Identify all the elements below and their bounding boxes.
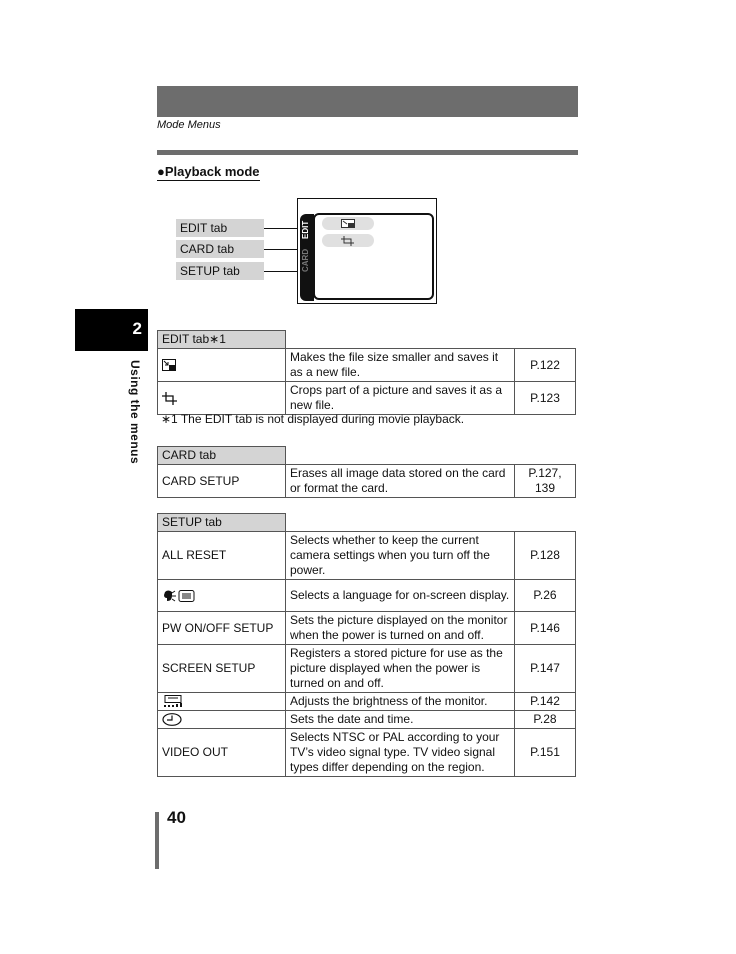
- chapter-tab: [75, 309, 148, 351]
- item-name: ALL RESET: [158, 532, 286, 580]
- table-header-label: EDIT tab∗1: [162, 332, 226, 346]
- crop-icon: [341, 236, 355, 246]
- lcd-tab-edit: EDIT: [301, 220, 310, 240]
- table-row: [158, 729, 576, 777]
- item-icon-cell: [158, 580, 286, 612]
- item-icon-cell: [158, 693, 286, 711]
- setup-tab-table: [157, 513, 576, 777]
- diagram-label-card: CARD tab: [176, 240, 264, 258]
- item-icon-cell: [158, 711, 286, 729]
- lcd-resize-item: [322, 217, 374, 230]
- mode-title: ●Playback mode: [157, 164, 260, 179]
- table-row: [158, 693, 576, 711]
- item-description: Selects whether to keep the current camera settings when you turn off the power.: [286, 532, 515, 580]
- table-row: [158, 580, 576, 612]
- table-header: SETUP tab: [158, 514, 286, 532]
- page-reference: P.127, 139: [515, 465, 576, 498]
- item-description: Sets the date and time.: [286, 711, 515, 729]
- page-number-bar: [155, 812, 159, 869]
- table-row: [158, 532, 576, 580]
- diagram-label-edit: EDIT tab: [176, 219, 264, 237]
- item-description: Makes the file size smaller and saves it as a new file.: [286, 349, 515, 382]
- item-description: Selects a language for on-screen display.: [286, 580, 515, 612]
- table-row: [158, 711, 576, 729]
- lcd-screen: [297, 198, 437, 304]
- page-number: 40: [167, 808, 186, 827]
- clock-icon: [162, 713, 182, 726]
- item-name: VIDEO OUT: [158, 729, 286, 777]
- page-reference: P.26: [515, 580, 576, 612]
- section-label: Mode Menus: [157, 119, 221, 131]
- edit-tab-table: [157, 330, 576, 415]
- header-bar: [157, 86, 578, 117]
- lcd-crop-item: [322, 234, 374, 247]
- item-description: Crops part of a picture and saves it as a new file.: [286, 382, 515, 415]
- item-name: PW ON/OFF SETUP: [158, 612, 286, 645]
- item-description: Erases all image data stored on the card or format the card.: [286, 465, 515, 498]
- item-name: SCREEN SETUP: [158, 645, 286, 693]
- page-reference: P.28: [515, 711, 576, 729]
- table-row: [158, 382, 576, 415]
- table-row: [158, 465, 576, 498]
- chapter-number: 2: [132, 319, 142, 338]
- table-row: [158, 349, 576, 382]
- diagram-label-setup: SETUP tab: [176, 262, 264, 280]
- item-icon-cell: [158, 382, 286, 415]
- page-reference: P.123: [515, 382, 576, 415]
- page-reference: P.142: [515, 693, 576, 711]
- footnote: ∗1 The EDIT tab is not displayed during movie playback.: [161, 412, 465, 426]
- language-icon: [162, 589, 196, 603]
- resize-icon: [162, 359, 176, 371]
- item-name: CARD SETUP: [158, 465, 286, 498]
- page-reference: P.146: [515, 612, 576, 645]
- item-description: Adjusts the brightness of the monitor.: [286, 693, 515, 711]
- page-reference: P.147: [515, 645, 576, 693]
- page-reference: P.122: [515, 349, 576, 382]
- item-description: Registers a stored picture for use as the picture displayed when the power is turned on and off.: [286, 645, 515, 693]
- monitor-brightness-icon: [162, 695, 184, 708]
- table-row: [158, 645, 576, 693]
- item-icon-cell: [158, 349, 286, 382]
- section-rule: [157, 150, 578, 155]
- page-reference: P.128: [515, 532, 576, 580]
- crop-icon: [162, 392, 177, 405]
- table-header: [158, 331, 286, 349]
- table-row: [158, 612, 576, 645]
- item-description: Selects NTSC or PAL according to your TV’s video signal type. TV video signal types differ depending on the region.: [286, 729, 515, 777]
- chapter-title: Using the menus: [128, 360, 142, 465]
- table-header: CARD tab: [158, 447, 286, 465]
- card-tab-table: [157, 446, 576, 498]
- resize-icon: [341, 219, 355, 228]
- page-reference: P.151: [515, 729, 576, 777]
- lcd-tab-card: CARD: [301, 248, 310, 272]
- item-description: Sets the picture displayed on the monitor when the power is turned on and off.: [286, 612, 515, 645]
